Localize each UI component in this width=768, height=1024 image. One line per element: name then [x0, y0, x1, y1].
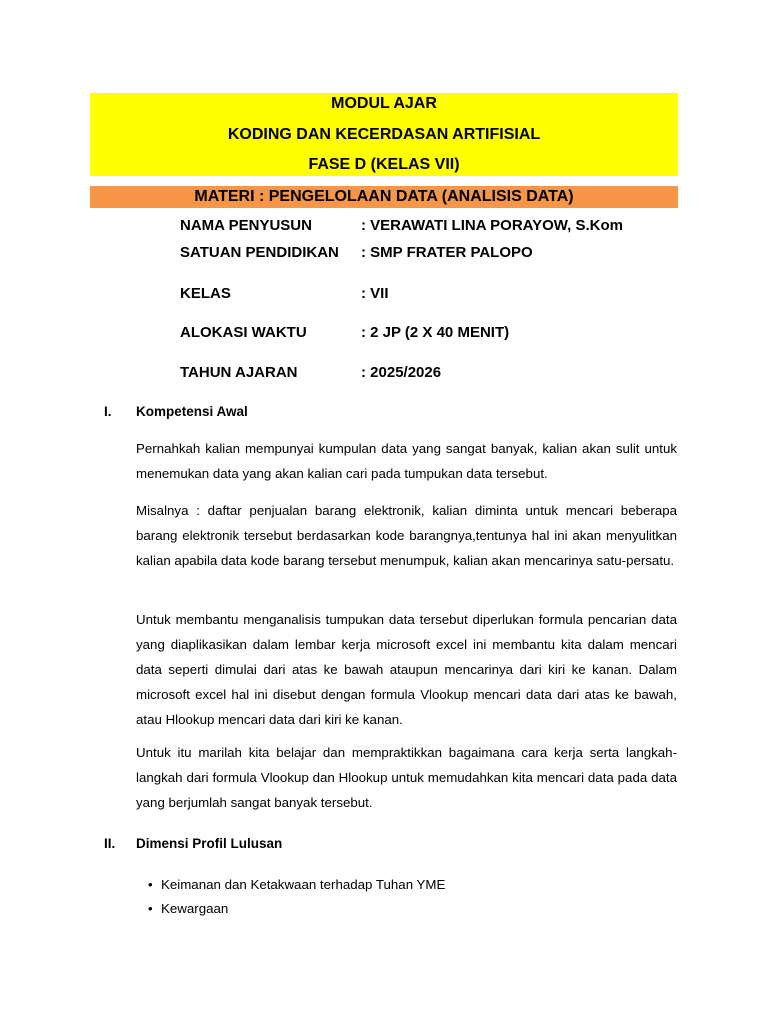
materi-title: MATERI : PENGELOLAAN DATA (ANALISIS DATA): [194, 188, 574, 205]
paragraph: Untuk membantu menganalisis tumpukan data tersebut diperlukan formula pencarian data yang diaplikasikan dalam lembar kerja microsoft excel ini membantu kita dalam mencari data seperti dimulai dari atas ke bawah ataupun mencarinya dari kiri ke kanan. Dalam microsoft excel hal ini disebut dengan formula Vlookup mencari data dari atas ke bawah, atau Hlookup mencari data dari kiri ke kanan.: [136, 612, 677, 727]
info-label: TAHUN AJARAN: [180, 364, 298, 381]
info-label: ALOKASI WAKTU: [180, 324, 307, 341]
module-title: MODUL AJAR: [331, 95, 437, 112]
info-row-tahun: [180, 363, 680, 383]
subject-title: KODING DAN KECERDASAN ARTIFISIAL: [227, 126, 541, 143]
section-number: I.: [104, 404, 112, 419]
info-value: : VERAWATI LINA PORAYOW, S.Kom: [361, 217, 623, 234]
bullet-list: [148, 873, 445, 921]
info-row-penyusun: [180, 216, 680, 236]
info-row-kelas: [180, 284, 680, 304]
info-label: NAMA PENYUSUN: [180, 217, 312, 234]
materi-banner: [90, 186, 678, 208]
info-label: KELAS: [180, 285, 231, 302]
section-number: II.: [104, 836, 116, 851]
info-row-satuan: [180, 243, 680, 263]
info-value: : VII: [361, 285, 389, 302]
phase-title: FASE D (KELAS VII): [308, 156, 460, 173]
list-item: • Keimanan dan Ketakwaan terhadap Tuhan YME: [148, 873, 445, 897]
info-value: : SMP FRATER PALOPO: [361, 244, 533, 261]
info-row-alokasi: [180, 323, 680, 343]
info-value: : 2 JP (2 X 40 MENIT): [361, 324, 510, 341]
section-title: Kompetensi Awal: [136, 404, 248, 419]
section-title: Dimensi Profil Lulusan: [136, 836, 283, 851]
paragraph: Misalnya : daftar penjualan barang elektronik, kalian diminta untuk mencari beberapa barang elektronik tersebut berdasarkan kode barangnya,tentunya hal ini akan menyulitkan kalian apabila data kode barang tersebut menumpuk, kalian akan mencarinya satu-persatu.: [136, 503, 677, 568]
info-value: : 2025/2026: [361, 364, 442, 381]
info-label: SATUAN PENDIDIKAN: [180, 244, 339, 261]
paragraph: Untuk itu marilah kita belajar dan mempraktikkan bagaimana cara kerja serta langkah-langkah dari formula Vlookup dan Hlookup untuk memudahkan kita mencari data pada data yang berjumlah sangat banyak tersebut.: [136, 745, 677, 810]
paragraph: Pernahkah kalian mempunyai kumpulan data yang sangat banyak, kalian akan sulit untuk menemukan data yang akan kalian cari pada tumpukan data tersebut.: [136, 441, 677, 481]
title-box: [90, 93, 678, 176]
list-item: • Kewargaan: [148, 897, 445, 921]
